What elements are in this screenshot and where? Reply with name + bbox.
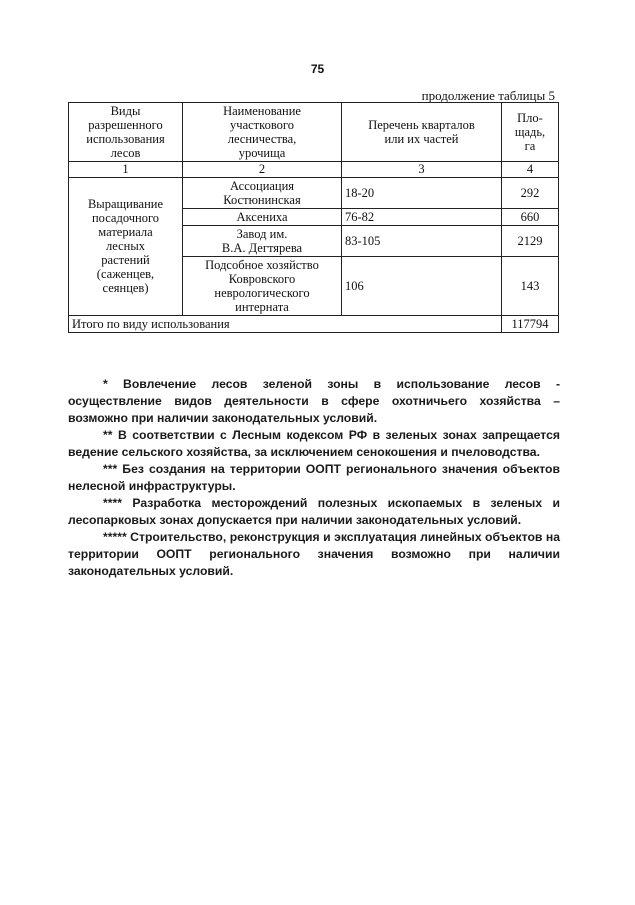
table-header-row	[69, 103, 559, 162]
usage-type-cell: Выращивание посадочного материала лесных растений (саженцев, сеянцев)	[69, 177, 183, 315]
area-cell: 292	[502, 177, 559, 208]
forestry-name-cell: Подсобное хозяйство Ковровского неврологического интерната	[183, 256, 342, 315]
table-continuation-caption: продолжение таблицы 5	[421, 88, 555, 103]
quarters-cell: 18-20	[342, 177, 502, 208]
area-cell: 2129	[502, 225, 559, 256]
column-number-row	[69, 162, 559, 178]
column-number: 1	[69, 162, 183, 178]
header-quarters-list: Перечень кварталов или их частей	[342, 103, 502, 162]
total-label: Итого по виду использования	[69, 315, 502, 332]
area-cell: 660	[502, 208, 559, 225]
footnote: ***** Строительство, реконструкция и эксплуатация линейных объектов на территории ООПТ регионального значения возможно при наличии законодательных условий.	[68, 530, 560, 578]
footnote: **** Разработка месторождений полезных ископаемых в зеленых и лесопарковых зонах допускается при наличии законодательных условий.	[68, 496, 560, 527]
forestry-name-cell: Аксениха	[183, 208, 342, 225]
column-number: 2	[183, 162, 342, 178]
header-usage-type: Виды разрешенного использования лесов	[69, 103, 183, 162]
header-area: Пло- щадь, га	[502, 103, 559, 162]
header-forestry-name: Наименование участкового лесничества, урочища	[183, 103, 342, 162]
forestry-name-cell: Завод им. В.А. Дегтярева	[183, 225, 342, 256]
footnote: *** Без создания на территории ООПТ регионального значения объектов нелесной инфраструктуры.	[68, 462, 560, 493]
area-cell: 143	[502, 256, 559, 315]
forestry-name-cell: Ассоциация Костюнинская	[183, 177, 342, 208]
footnote: * Вовлечение лесов зеленой зоны в использование лесов - осуществление видов деятельности в сфере охотничьего хозяйства – возможно при наличии законодательных условий.	[68, 377, 560, 425]
quarters-cell: 83-105	[342, 225, 502, 256]
column-number: 3	[342, 162, 502, 178]
table-row	[69, 177, 559, 208]
footnote: ** В соответствии с Лесным кодексом РФ в зеленых зонах запрещается ведение сельского хозяйства, за исключением сенокошения и пчеловодства.	[68, 428, 560, 459]
total-row	[69, 315, 559, 332]
column-number: 4	[502, 162, 559, 178]
footnotes	[68, 376, 560, 580]
total-area: 117794	[502, 315, 559, 332]
quarters-cell: 76-82	[342, 208, 502, 225]
forest-usage-table	[68, 102, 559, 333]
quarters-cell: 106	[342, 256, 502, 315]
page-number: 75	[310, 62, 325, 76]
